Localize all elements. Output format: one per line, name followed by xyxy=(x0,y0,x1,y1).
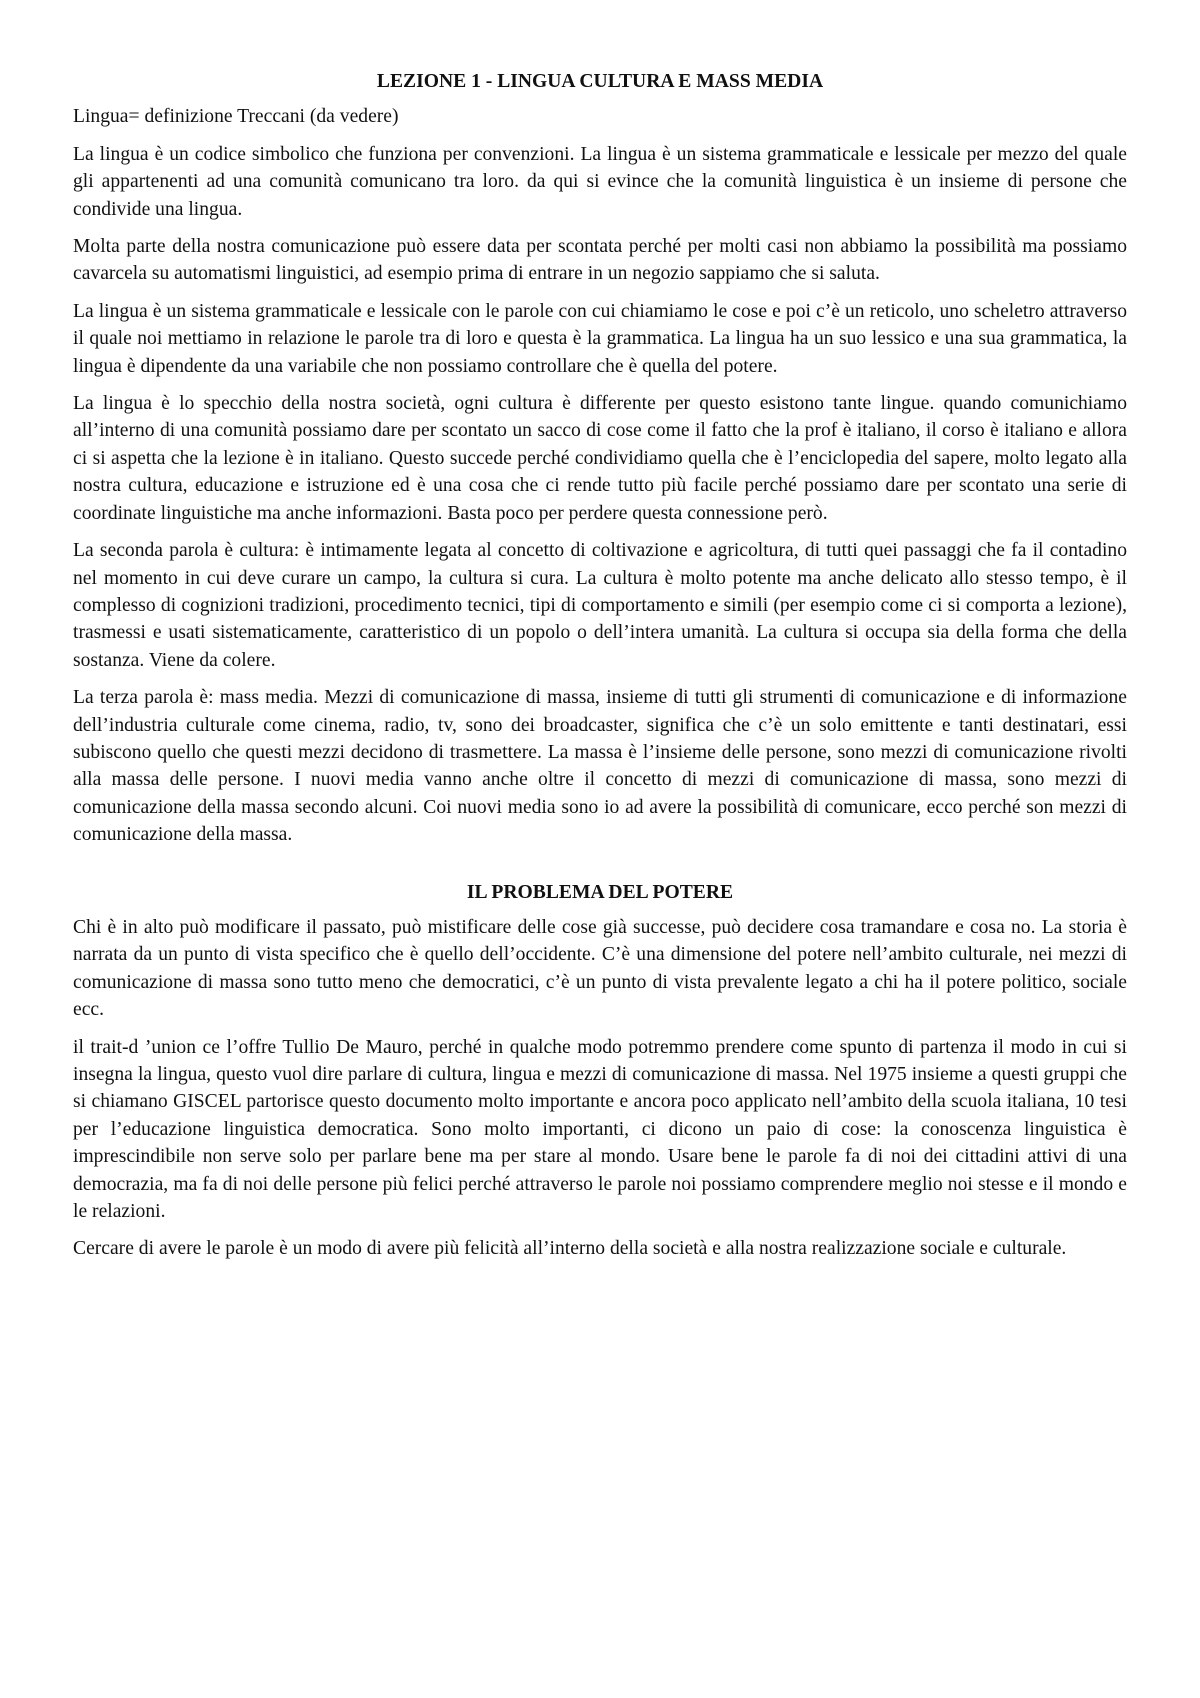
document-title: LEZIONE 1 - LINGUA CULTURA E MASS MEDIA xyxy=(376,71,824,92)
paragraph-automatismi: Molta parte della nostra comunicazione può essere data per scontata perché per molti casi non abbiamo la possibilità ma possiamo cavarcela su automatismi linguistici, ad esempio prima di entrare in un negozio sappiamo che si saluta. xyxy=(73,236,1127,285)
document-page xyxy=(73,68,1127,1273)
paragraph-de-mauro: il trait-d ’union ce l’offre Tullio De Mauro, perché in qualche modo potremmo prendere come spunto di partenza il modo in cui si insegna la lingua, questo vuol dire parlare di cultura, lingua e mezzi di comunicazione di massa. Nel 1975 insieme a questi gruppi che si chiamano GISCEL partorisce questo documento molto importante e ancora poco applicato nell’ambito della scuola italiana, 10 tesi per l’educazione linguistica democratica. Sono molto importanti, ci dicono un paio di cose: la conoscenza linguistica è imprescindibile non serve solo per parlare bene ma per stare al mondo. Usare bene le parole fa di noi dei cittadini attivi di una democrazia, ma fa di noi delle persone più felici perché attraverso le parole noi possiamo comprendere meglio noi stesse e il mondo e le relazioni. xyxy=(73,1036,1127,1223)
paragraph-codice-simbolico: La lingua è un codice simbolico che funziona per convenzioni. La lingua è un sistema grammaticale e lessicale per mezzo del quale gli appartenenti ad una comunità comunicano tra loro. da qui si evince che la comunità linguistica è un insieme di persone che condivide una lingua. xyxy=(73,143,1127,220)
paragraph-chi-e-in-alto: Chi è in alto può modificare il passato, può mistificare delle cose già successe, può decidere cosa tramandare e cosa no. La storia è narrata da un punto di vista specifico che è quello dell’occidente. C’è una dimensione del potere nell’ambito culturale, nei mezzi di comunicazione di massa sono tutto meno che democratici, c’è un punto di vista prevalente legato a chi ha il potere politico, sociale ecc. xyxy=(73,916,1127,1021)
paragraph-specchio-societa: La lingua è lo specchio della nostra società, ogni cultura è differente per questo esistono tante lingue. quando comunichiamo all’interno di una comunità possiamo dare per scontato un sacco di cose come il fatto che la prof è italiano, il corso è italiano e allora ci si aspetta che la lezione è in italiano. Questo succede perché condividiamo quella che è l’enciclopedia del sapere, molto legato alla nostra cultura, educazione e istruzione ed è una cosa che ci rende tutto più facile perché possiamo dare per scontato una serie di coordinate linguistiche ma anche informazioni. Basta poco per perdere questa connessione però. xyxy=(73,393,1127,524)
paragraph-definition: Lingua= definizione Treccani (da vedere) xyxy=(73,106,399,128)
paragraph-mass-media: La terza parola è: mass media. Mezzi di comunicazione di massa, insieme di tutti gli strumenti di comunicazione e di informazione dell’industria culturale come cinema, radio, tv, sono dei broadcaster, significa che c’è un solo emittente e tanti destinatari, essi subiscono quello che questi mezzi decidono di trasmettere. La massa è l’insieme delle persone, sono mezzi di comunicazione rivolti alla massa delle persone. I nuovi media vanno anche oltre il concetto di mezzi di comunicazione di massa, sono mezzi di comunicazione della massa secondo alcuni. Coi nuovi media sono io ad avere la possibilità di comunicare, ecco perché son mezzi di comunicazione della massa. xyxy=(73,687,1127,846)
paragraph-cultura: La seconda parola è cultura: è intimamente legata al concetto di coltivazione e agricoltura, di tutti quei passaggi che fa il contadino nel momento in cui deve curare un campo, la cultura si cura. La cultura è molto potente ma anche delicato allo stesso tempo, è il complesso di cognizioni tradizioni, procedimento tecnici, tipi di comportamento e simili (per esempio come ci si comporta a lezione), trasmessi e usati sistematicamente, caratteristico di un popolo o dell’intera umanità. La cultura si occupa sia della forma che della sostanza. Viene da colere. xyxy=(73,540,1127,671)
paragraph-felicita: Cercare di avere le parole è un modo di avere più felicità all’interno della società e alla nostra realizzazione sociale e culturale. xyxy=(73,1238,1067,1260)
section-title-potere: IL PROBLEMA DEL POTERE xyxy=(466,881,734,903)
paragraph-sistema-grammaticale: La lingua è un sistema grammaticale e lessicale con le parole con cui chiamiamo le cose e poi c’è un reticolo, uno scheletro attraverso il quale noi mettiamo in relazione le parole tra di loro e questa è la grammatica. La lingua ha un suo lessico e una sua grammatica, la lingua è dipendente da una variabile che non possiamo controllare che è quella del potere. xyxy=(73,300,1127,377)
